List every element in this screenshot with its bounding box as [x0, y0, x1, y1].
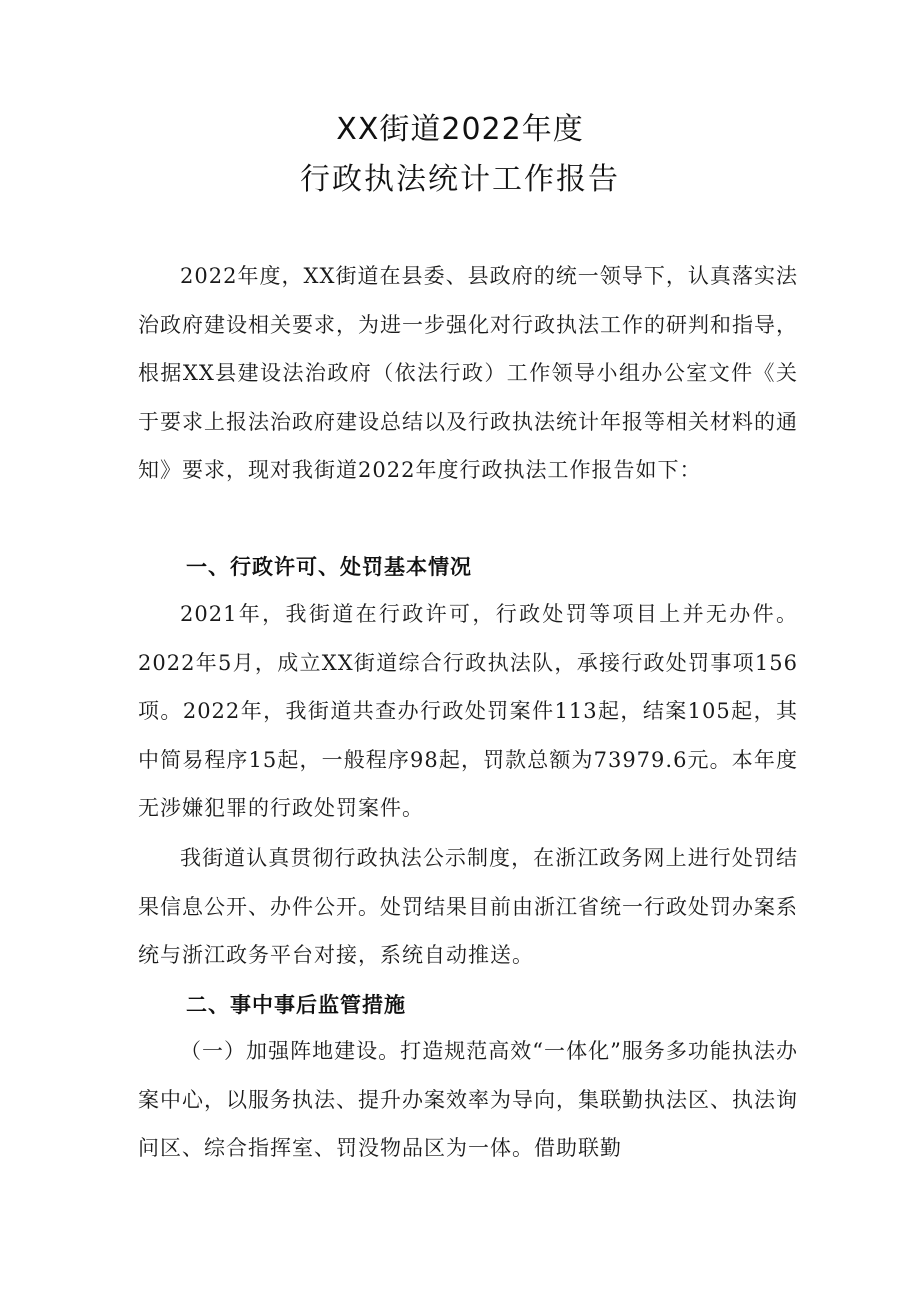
- section-2-heading: 二、事中事后监管措施: [186, 993, 406, 1017]
- intro-paragraph: 2022年度，XX街道在县委、县政府的统一领导下，认真落实法治政府建设相关要求，为进一步强化对行政执法工作的研判和指导，根据XX县建设法治政府（依法行政）工作领导小组办公室文件《关于要求上报法治政府建设总结以及行政执法统计年报等相关材料的通知》要求，现对我街道2022年度行政执法工作报告如下：: [138, 264, 798, 483]
- section-2-paragraph-1: （一）加强阵地建设。打造规范高效“一体化”服务多功能执法办案中心，以服务执法、提升办案效率为导向，集联勤执法区、执法询问区、综合指挥室、罚没物品区为一体。借助联勤: [138, 1039, 798, 1161]
- section-1-paragraph-2: 我街道认真贯彻行政执法公示制度，在浙江政务网上进行处罚结果信息公开、办件公开。处罚结果目前由浙江省统一行政处罚办案系统与浙江政务平台对接，系统自动推送。: [138, 846, 798, 968]
- section-1-heading: 一、行政许可、处罚基本情况: [186, 555, 472, 579]
- document-title-line-1: XX街道2022年度: [336, 112, 584, 147]
- section-1-paragraph-1: 2021年，我街道在行政许可，行政处罚等项目上并无办件。2022年5月，成立XX街道综合行政执法队，承接行政处罚事项156项。2022年，我街道共查办行政处罚案件113起，结案105起，其中简易程序15起，一般程序98起，罚款总额为73979.6元。本年度无涉嫌犯罪的行政处罚案件。: [138, 602, 798, 821]
- document-title-line-2: 行政执法统计工作报告: [300, 162, 620, 197]
